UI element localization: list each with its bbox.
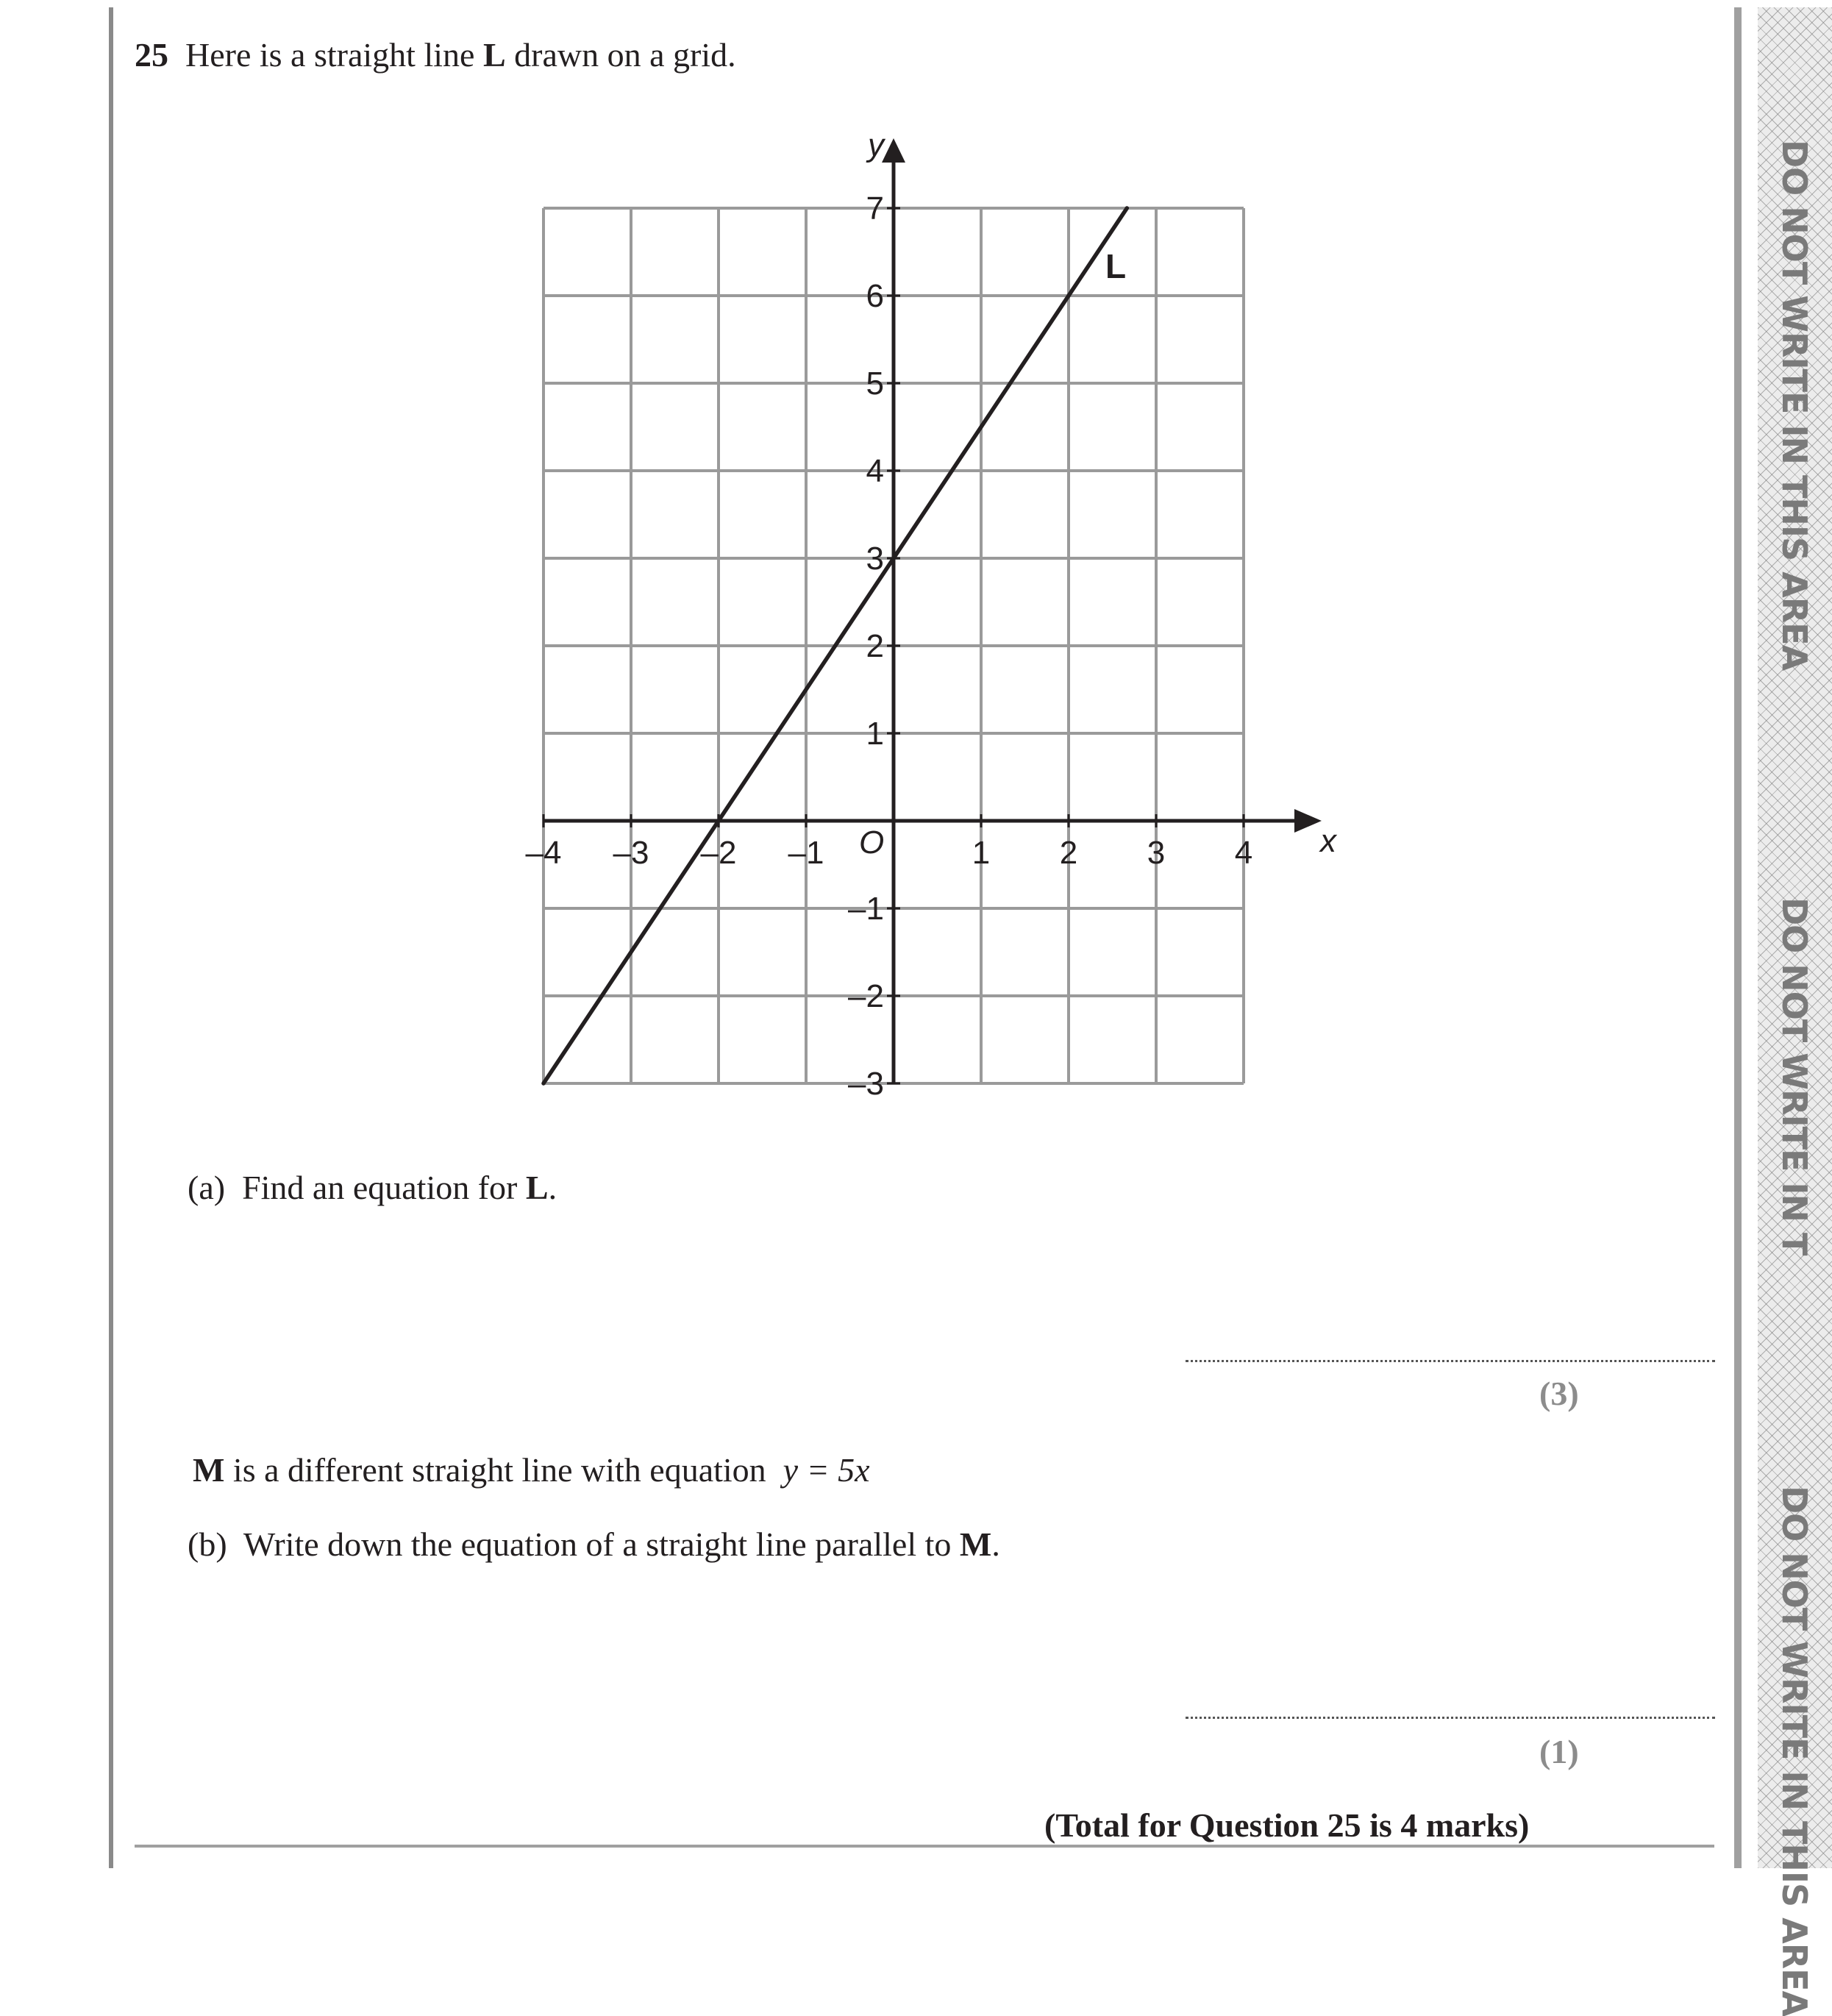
y-axis-label: y <box>868 127 884 163</box>
y-tick-label: –3 <box>848 1066 884 1102</box>
part-a-answer-line[interactable] <box>1186 1360 1715 1362</box>
part-a-end: . <box>548 1169 557 1206</box>
line-m-statement <box>193 1450 870 1489</box>
y-tick-label: 3 <box>866 541 884 577</box>
x-tick-label: 2 <box>1059 835 1078 871</box>
part-a-marks: (3) <box>1539 1375 1579 1412</box>
y-tick-label: 7 <box>866 190 884 227</box>
y-tick-label: –1 <box>848 891 884 927</box>
y-tick-label: 4 <box>866 453 884 489</box>
y-tick-label: 6 <box>866 278 884 314</box>
question-number: 25 <box>135 36 168 74</box>
part-a-label: (a) <box>188 1169 226 1206</box>
question-intro: Here is a straight line <box>185 36 475 74</box>
y-tick-label: 1 <box>866 716 884 752</box>
part-a-bold: L <box>525 1169 549 1206</box>
axes <box>543 138 1322 1083</box>
part-b-question <box>188 1525 1000 1564</box>
x-axis-arrowhead <box>1294 809 1322 833</box>
y-tick-label: –2 <box>848 978 884 1014</box>
part-b-text: Write down the equation of a straight line parallel to <box>243 1525 952 1563</box>
origin-label: O <box>859 824 885 861</box>
x-tick-label: 4 <box>1234 835 1253 871</box>
y-axis-arrowhead <box>882 138 905 163</box>
line-L-label: L <box>1105 247 1127 285</box>
line-name: L <box>482 36 506 74</box>
margin-warning-bottom: DO NOT WRITE IN THIS AREA <box>1775 1486 1814 2016</box>
x-tick-label: 3 <box>1147 835 1166 871</box>
line-m-equation: y = 5x <box>783 1451 870 1489</box>
margin-warning-top: DO NOT WRITE IN THIS AREA <box>1775 140 1814 671</box>
x-axis-label: x <box>1320 823 1336 859</box>
part-a-text: Find an equation for <box>242 1169 518 1206</box>
margin-warning-middle: DO NOT WRITE IN T <box>1775 897 1814 1255</box>
x-tick-label: –3 <box>613 835 649 871</box>
x-tick-label: –2 <box>700 835 737 871</box>
y-tick-label: 5 <box>866 366 884 402</box>
question-total: (Total for Question 25 is 4 marks) <box>1044 1806 1530 1844</box>
part-a-question <box>188 1168 557 1207</box>
x-tick-label: –4 <box>525 835 562 871</box>
part-b-label: (b) <box>188 1525 227 1563</box>
part-b-bold: M <box>959 1525 992 1563</box>
part-b-answer-line[interactable] <box>1186 1717 1715 1719</box>
y-tick-label: 2 <box>866 628 884 664</box>
part-b-end: . <box>991 1525 1000 1563</box>
x-tick-label: –1 <box>788 835 824 871</box>
x-tick-label: 1 <box>972 835 991 871</box>
line-m-text: is a different straight line with equation <box>232 1451 766 1489</box>
part-b-marks: (1) <box>1539 1733 1579 1770</box>
line-m-bold: M <box>193 1451 225 1489</box>
question-intro-end: drawn on a grid. <box>514 36 736 74</box>
question-end-rule <box>135 1845 1714 1848</box>
